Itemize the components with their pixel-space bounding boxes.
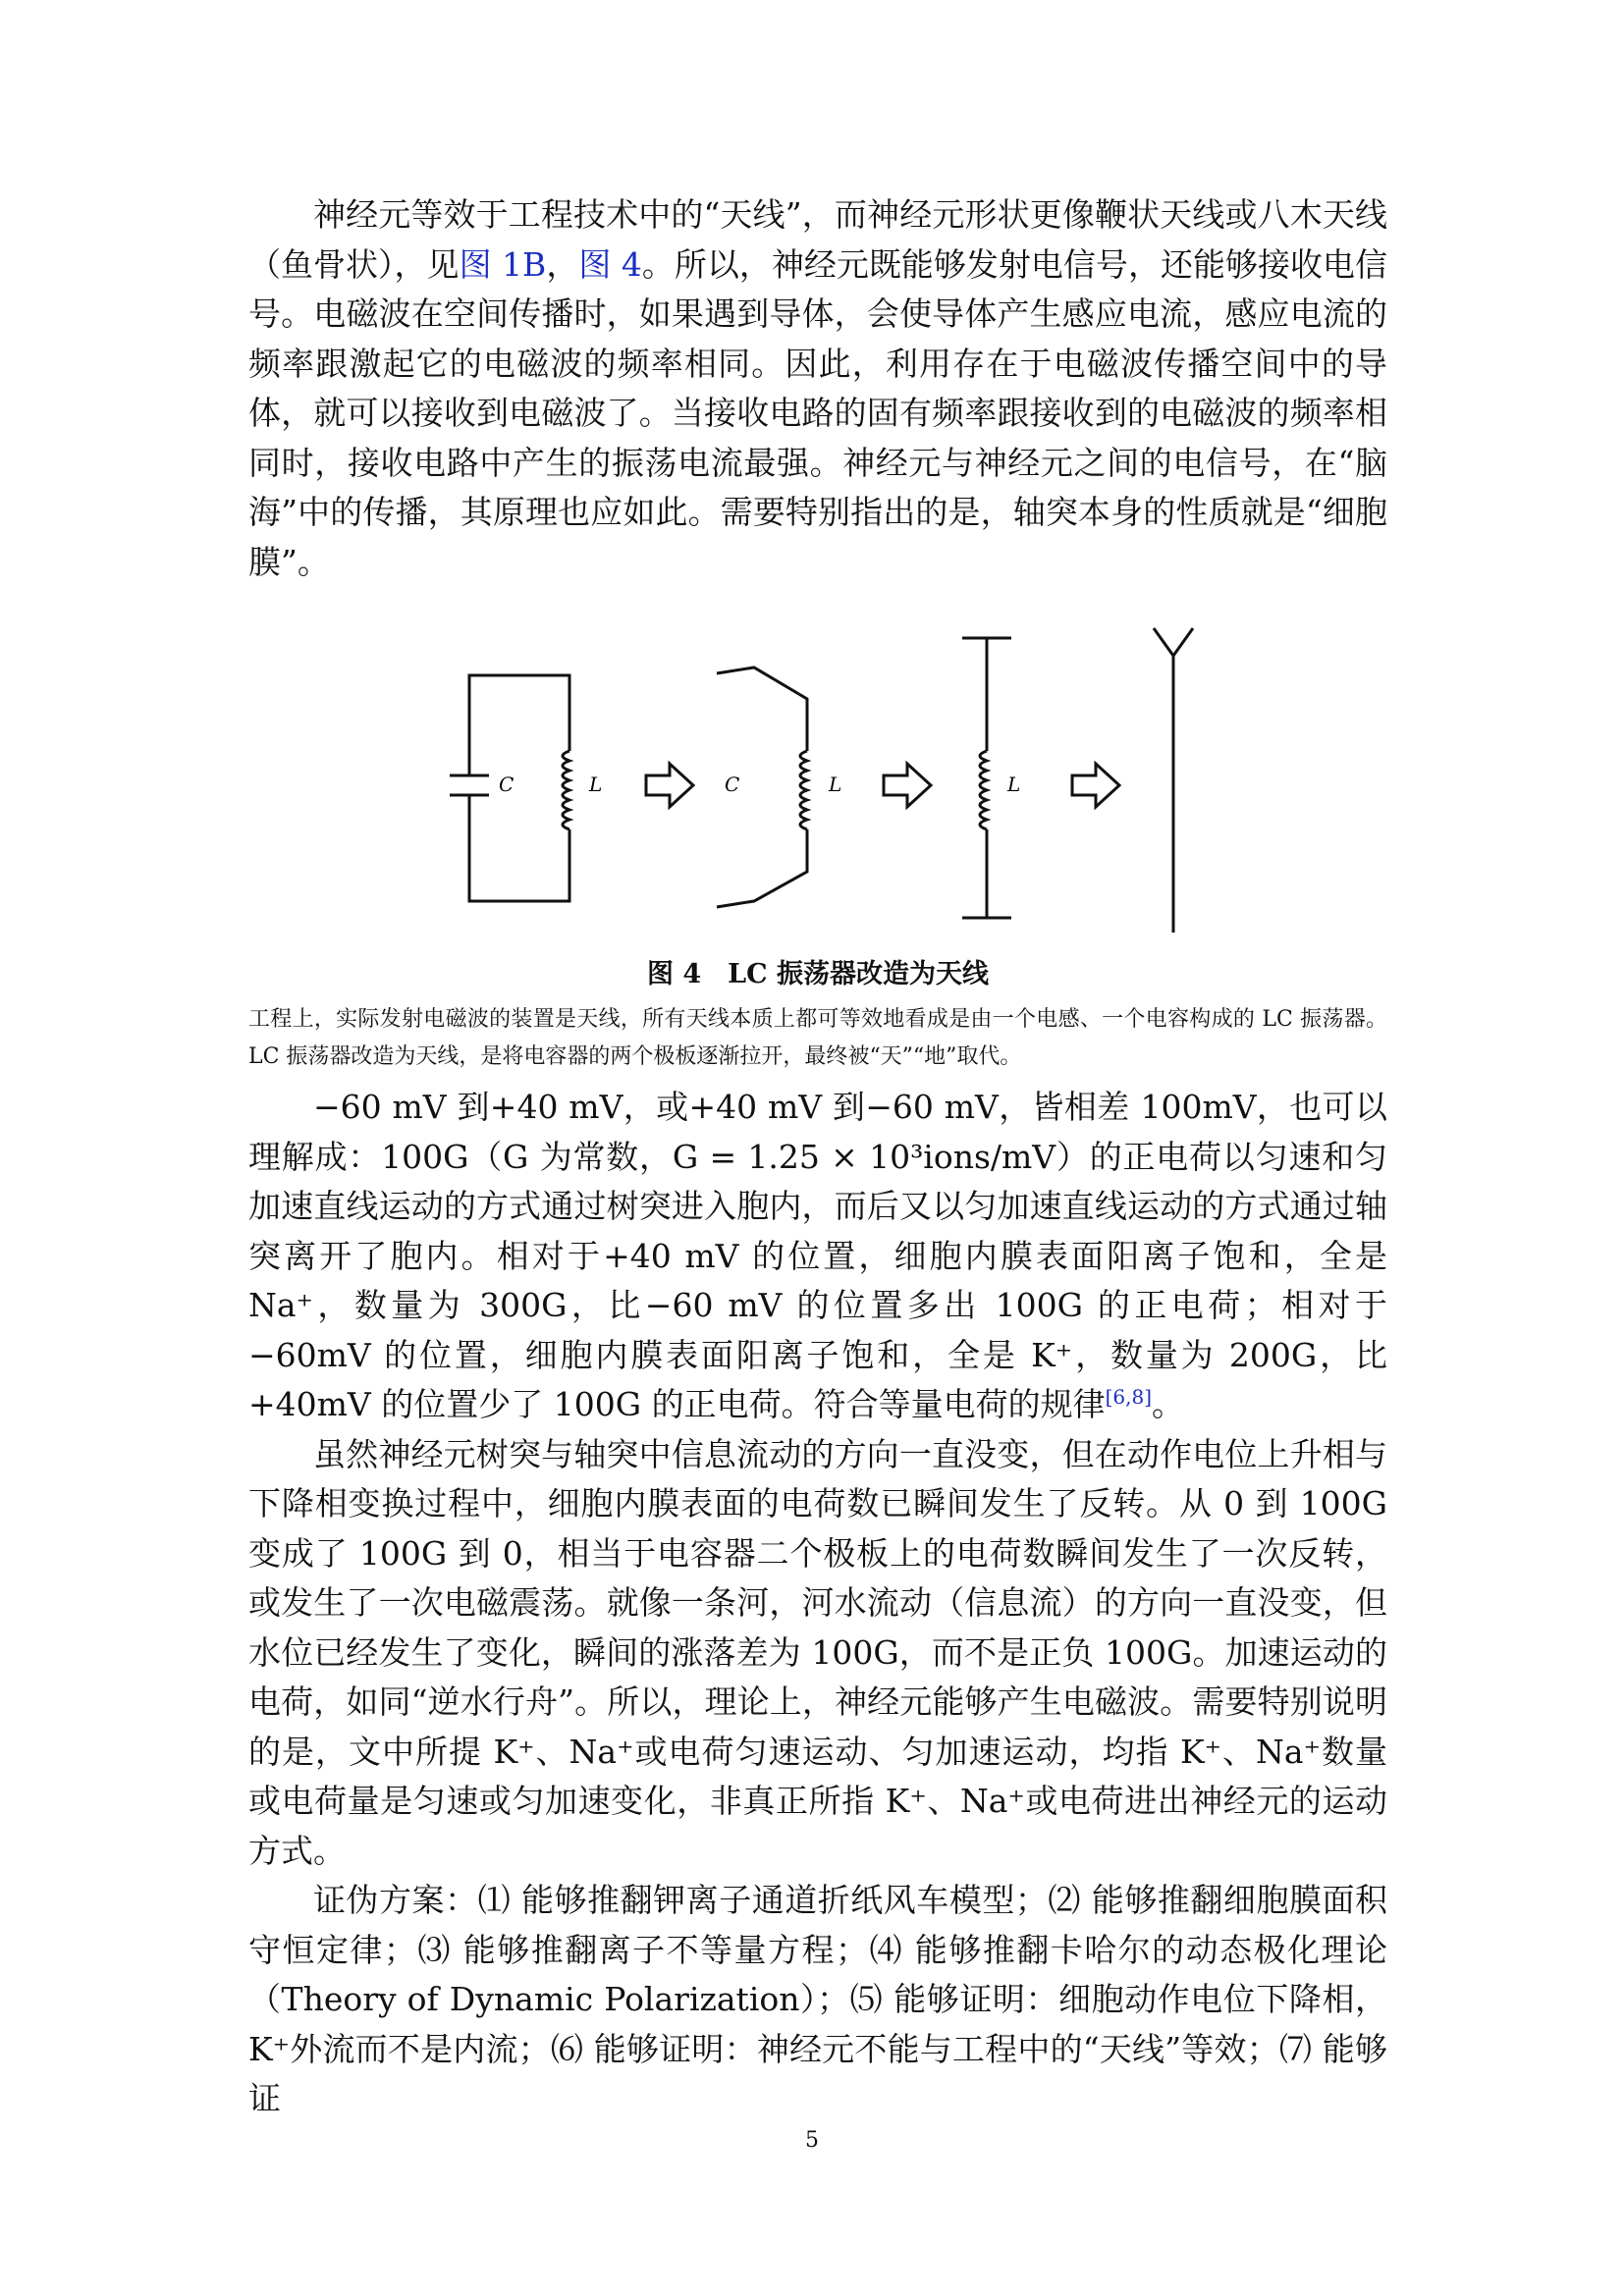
paragraph-charge bbox=[248, 1083, 1387, 1430]
paragraph-text: ， bbox=[546, 244, 579, 284]
body-text-bottom bbox=[248, 1083, 1387, 2124]
paragraph-antenna bbox=[248, 190, 1387, 587]
figure-note: 工程上，实际发射电磁波的装置是天线，所有天线本质上都可等效地看成是由一个电感、一个电容构成的 LC 振荡器。LC 振荡器改造为天线，是将电容器的两个极板逐渐拉开，最终被“天”“地”取代。 bbox=[248, 1007, 1387, 1069]
stage3-inductor-label: L bbox=[1007, 773, 1021, 796]
stage4-antenna bbox=[1154, 628, 1193, 933]
paragraph-falsification: 证伪方案：⑴ 能够推翻钾离子通道折纸风车模型；⑵ 能够推翻细胞膜面积守恒定律；⑶ 能够推翻离子不等量方程；⑷ 能够推翻卡哈尔的动态极化理论（Theory of Dynamic Polarization）；⑸ 能够证明：细胞动作电位下降相，K⁺外流而不是内流；⑹ 能够证明：神经元不能与工程中的“天线”等效；⑺ 能够证 bbox=[248, 1881, 1387, 2117]
lc-oscillator-figure bbox=[412, 616, 1237, 940]
stage1-arrow bbox=[646, 764, 693, 807]
stage1-inductor-coil bbox=[563, 751, 569, 829]
stage2-arrow bbox=[884, 764, 931, 807]
paragraph-text: 。所以，神经元既能够发射电信号，还能够接收电信号。电磁波在空间传播时，如果遇到导体，会使导体产生感应电流，感应电流的频率跟激起它的电磁波的频率相同。因此，利用存在于电磁波传播空间中的导体，就可以接收到电磁波了。当接收电路的固有频率跟接收到的电磁波的频率相同时，接收电路中产生的振荡电流最强。神经元与神经元之间的电信号，在“脑海”中的传播，其原理也应如此。需要特别指出的是，轴突本身的性质就是“细胞膜”。 bbox=[248, 244, 1387, 581]
paragraph-text: −60 mV 到+40 mV，或+40 mV 到−60 mV，皆相差 100mV，也可以理解成：100G（G 为常数，G = 1.25 × 10³ions/mV）的正电荷以匀速和匀加速直线运动的方式通过树突进入胞内，而后又以匀加速直线运动的方式通过轴突离开了胞内。相对于+40 mV 的位置，细胞内膜表面阳离子饱和，全是 Na⁺，数量为 300G，比−60 mV 的位置多出 100G 的正电荷；相对于−60mV 的位置，细胞内膜表面阳离子饱和，全是 K⁺，数量为 200G，比+40mV 的位置少了 100G 的正电荷。符合等量电荷的规律 bbox=[248, 1088, 1387, 1423]
paragraph-reversal: 虽然神经元树突与轴突中信息流动的方向一直没变，但在动作电位上升相与下降相变换过程中，细胞内膜表面的电荷数已瞬间发生了反转。从 0 到 100G 变成了 100G 到 0，相当于电容器二个极板上的电荷数瞬间发生了一次反转，或发生了一次电磁震荡。就像一条河，河水流动（信息流）的方向一直没变，但水位已经发生了变化，瞬间的涨落差为 100G，而不是正负 100G。加速运动的电荷，如同“逆水行舟”。所以，理论上，神经元能够产生电磁波。需要特别说明的是，文中所提 K⁺、Na⁺或电荷匀速运动、匀加速运动，均指 K⁺、Na⁺数量或电荷量是匀速或匀加速变化，非真正所指 K⁺、Na⁺或电荷进出神经元的运动方式。 bbox=[248, 1434, 1387, 1870]
paragraph-text: 神经元等效于工程技术中的“天线”，而神经元形状更像鞭状天线或八木天线（鱼骨状），见 bbox=[248, 195, 1387, 284]
paragraph-text: 。 bbox=[1152, 1385, 1185, 1423]
stage2-capacitor-label: C bbox=[725, 773, 740, 796]
stage1-inductor-label: L bbox=[589, 773, 603, 796]
stage1-circuit-wire bbox=[469, 675, 569, 901]
figure-1b-link[interactable]: 图 1B bbox=[459, 244, 547, 284]
page-number: 5 bbox=[805, 2128, 819, 2153]
figure-4-link[interactable]: 图 4 bbox=[578, 244, 642, 284]
stage2-inductor-label: L bbox=[829, 773, 842, 796]
stage2-inductor-coil bbox=[800, 751, 807, 829]
figure-caption: 图 4 LC 振荡器改造为天线 bbox=[646, 959, 990, 989]
stage3-inductor-coil bbox=[980, 751, 987, 829]
reference-link[interactable]: [6,8] bbox=[1105, 1385, 1153, 1409]
stage3-arrow bbox=[1072, 764, 1119, 807]
body-text-top bbox=[248, 190, 1387, 587]
stage1-capacitor-label: C bbox=[499, 773, 514, 796]
